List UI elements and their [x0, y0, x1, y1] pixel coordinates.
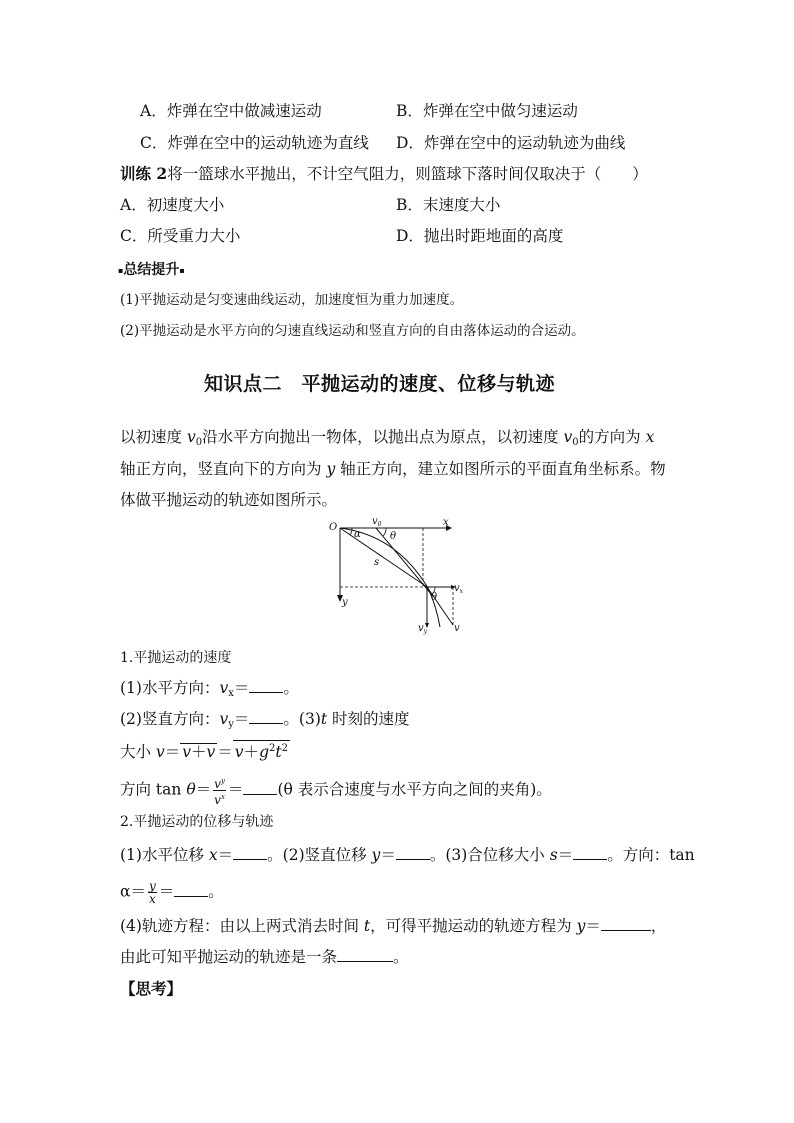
option-a: A．炸弹在空中做减速运动: [140, 102, 322, 120]
displacement-line-1: (1)水平位移 x＝ 。(2)竖直位移 y＝ 。(3)合位移大小 s＝ 。方向：tan: [120, 846, 695, 864]
summary-heading: ▪总结提升▪: [118, 262, 185, 278]
section-title: 知识点二 平抛运动的速度、位移与轨迹: [204, 373, 556, 395]
training2-option-c: C．所受重力大小: [120, 227, 241, 245]
training2-option-a: A．初速度大小: [120, 196, 225, 214]
intro-line-1: 以初速度 $v_0$沿水平方向抛出一物体，以抛出点为原点，以初速度 $v_0$的方向为 x: [120, 428, 655, 448]
velocity-horizontal: (1)水平方向：$v_x=$ 。: [120, 679, 299, 699]
option-d: D．炸弹在空中的运动轨迹为曲线: [396, 134, 626, 152]
training2-option-b: B．末速度大小: [396, 196, 501, 214]
training2-question: [120, 164, 648, 184]
summary-point-1: (1)平抛运动是匀变速曲线运动，加速度恒为重力加速度。: [120, 292, 464, 308]
alpha-label: α: [354, 529, 361, 540]
trajectory-conclusion: 由此可知平抛运动的轨迹是一条 。: [120, 948, 409, 966]
vy-label: $v_y$: [418, 623, 428, 635]
v0-label: $v_0$: [372, 516, 382, 528]
theta-label-bottom: θ: [431, 592, 438, 603]
tangent-line: [376, 528, 432, 595]
displacement-line-2: α＝ $\frac{y}{x}$ ＝ 。: [120, 879, 224, 906]
trajectory-figure: [326, 515, 466, 640]
theta-label-top: θ: [390, 531, 397, 542]
intro-line-3: 体做平抛运动的轨迹如图所示。: [120, 491, 338, 509]
option-c: C．炸弹在空中的运动轨迹为直线: [140, 134, 369, 152]
training2-label: 训练 2: [120, 164, 168, 183]
trajectory-curve: [340, 528, 440, 627]
velocity-magnitude: 大小 $v= v+v = v+g^2t^2$: [120, 740, 290, 762]
y-axis-label: y: [342, 597, 348, 608]
velocity-direction: 方向 tan θ＝ $\frac{v^y}{v^x}$ ＝ (θ 表示合速度与水平方向之间的夹角)。: [120, 777, 552, 807]
v-label: v: [454, 623, 460, 634]
origin-label: O: [329, 522, 338, 533]
trajectory-equation: (4)轨迹方程：由以上两式消去时间 t，可得平抛运动的轨迹方程为 y＝ ，: [120, 917, 667, 935]
training2-option-d: D．抛出时距地面的高度: [396, 227, 564, 245]
velocity-vertical: (2)竖直方向：$v_y=$ 。(3)t 时刻的速度: [120, 710, 410, 730]
summary-point-2: (2)平抛运动是水平方向的匀速直线运动和竖直方向的自由落体运动的合运动。: [120, 323, 585, 339]
displacement-heading: 2.平抛运动的位移与轨迹: [120, 814, 274, 830]
velocity-heading: 1.平抛运动的速度: [120, 650, 232, 666]
summary-heading-text: 总结提升: [123, 262, 180, 278]
vx-label: $v_x$: [454, 583, 464, 595]
think-heading: 【思考】: [120, 979, 183, 998]
intro-line-2: 轴正方向，竖直向下的方向为 y 轴正方向，建立如图所示的平面直角坐标系。物: [120, 460, 666, 478]
training2-text: 将一篮球水平抛出，不计空气阻力，则篮球下落时间仅取决于（ ）: [167, 165, 648, 183]
x-axis-label: x: [443, 517, 449, 528]
option-b: B．炸弹在空中做匀速运动: [396, 102, 578, 120]
s-label: s: [374, 557, 380, 568]
